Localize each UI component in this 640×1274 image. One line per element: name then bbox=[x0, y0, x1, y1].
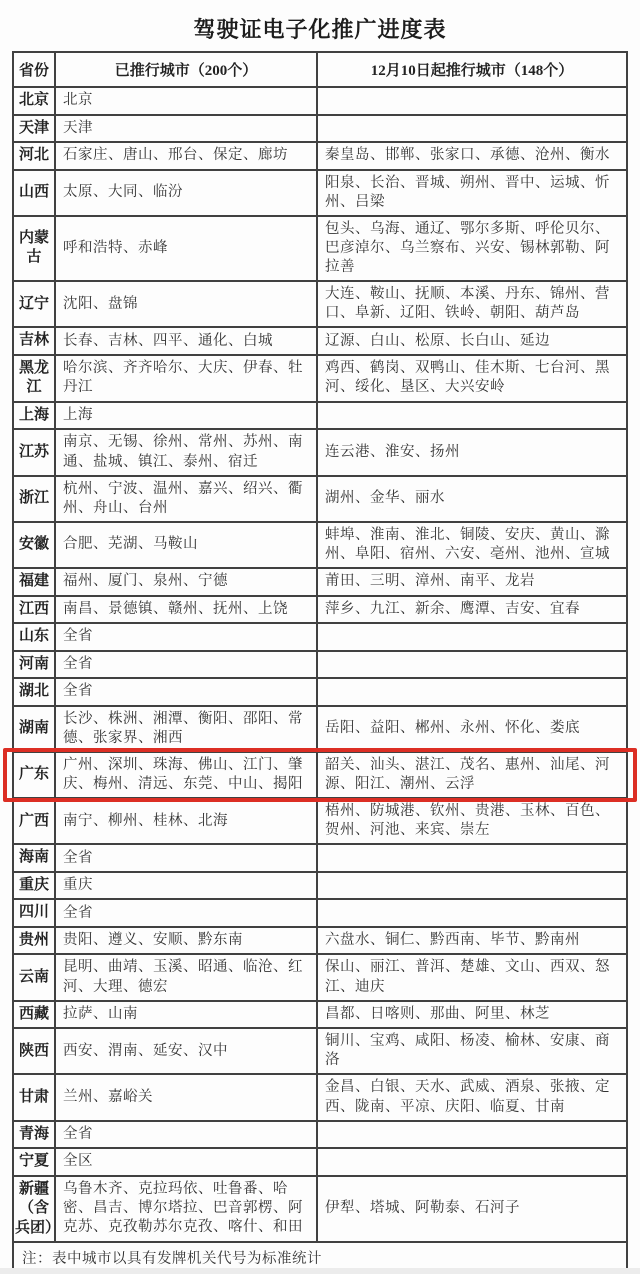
province-cell: 重庆 bbox=[13, 872, 55, 900]
province-cell: 四川 bbox=[13, 899, 55, 927]
implemented-cities-cell: 太原、大同、临汾 bbox=[55, 170, 317, 216]
implemented-cities-cell: 拉萨、山南 bbox=[55, 1001, 317, 1029]
implemented-cities-cell: 昆明、曲靖、玉溪、昭通、临沧、红河、大理、德宏 bbox=[55, 954, 317, 1000]
province-cell: 宁夏 bbox=[13, 1148, 55, 1176]
implemented-cities-cell: 西安、渭南、延安、汉中 bbox=[55, 1028, 317, 1074]
dec10-cities-cell: 鸡西、鹤岗、双鸭山、佳木斯、七台河、黑河、绥化、垦区、大兴安岭 bbox=[317, 355, 627, 402]
implemented-cities-cell: 全省 bbox=[55, 651, 317, 679]
progress-table bbox=[12, 51, 628, 1274]
implemented-cities-cell: 全区 bbox=[55, 1148, 317, 1176]
table-row bbox=[13, 1074, 627, 1120]
table-row bbox=[13, 402, 627, 430]
dec10-cities-cell bbox=[317, 678, 627, 706]
implemented-cities-cell: 长沙、株洲、湘潭、衡阳、邵阳、常德、张家界、湘西 bbox=[55, 706, 317, 752]
province-cell: 上海 bbox=[13, 402, 55, 430]
dec10-cities-cell: 六盘水、铜仁、黔西南、毕节、黔南州 bbox=[317, 927, 627, 955]
implemented-cities-cell: 南昌、景德镇、赣州、抚州、上饶 bbox=[55, 596, 317, 624]
page-edge bbox=[0, 1268, 640, 1274]
dec10-cities-cell: 湖州、金华、丽水 bbox=[317, 476, 627, 522]
implemented-cities-cell: 北京 bbox=[55, 87, 317, 115]
implemented-cities-cell: 南京、无锡、徐州、常州、苏州、南通、盐城、镇江、泰州、宿迁 bbox=[55, 429, 317, 475]
table-row bbox=[13, 429, 627, 475]
implemented-cities-cell: 杭州、宁波、温州、嘉兴、绍兴、衢州、舟山、台州 bbox=[55, 476, 317, 522]
implemented-cities-cell: 乌鲁木齐、克拉玛依、吐鲁番、哈密、昌吉、博尔塔拉、巴音郭楞、阿克苏、克孜勒苏尔克孜、喀什、和田 bbox=[55, 1176, 317, 1243]
province-cell: 江西 bbox=[13, 596, 55, 624]
dec10-cities-cell bbox=[317, 899, 627, 927]
province-cell: 湖南 bbox=[13, 706, 55, 752]
implemented-cities-cell: 合肥、芜湖、马鞍山 bbox=[55, 522, 317, 568]
province-cell: 内蒙古 bbox=[13, 216, 55, 281]
dec10-cities-cell bbox=[317, 872, 627, 900]
implemented-cities-cell: 全省 bbox=[55, 678, 317, 706]
implemented-cities-cell: 贵阳、遵义、安顺、黔东南 bbox=[55, 927, 317, 955]
dec10-cities-cell: 昌都、日喀则、那曲、阿里、林芝 bbox=[317, 1001, 627, 1029]
province-cell: 辽宁 bbox=[13, 281, 55, 327]
implemented-cities-cell: 上海 bbox=[55, 402, 317, 430]
header-cell-implemented: 已推行城市（200个） bbox=[55, 52, 317, 87]
table-row bbox=[13, 1176, 627, 1243]
table-row bbox=[13, 216, 627, 281]
dec10-cities-cell bbox=[317, 1121, 627, 1149]
province-cell: 陕西 bbox=[13, 1028, 55, 1074]
table-row bbox=[13, 954, 627, 1000]
table-row bbox=[13, 623, 627, 651]
province-cell: 青海 bbox=[13, 1121, 55, 1149]
implemented-cities-cell: 天津 bbox=[55, 115, 317, 143]
implemented-cities-cell: 沈阳、盘锦 bbox=[55, 281, 317, 327]
implemented-cities-cell: 南宁、柳州、桂林、北海 bbox=[55, 798, 317, 844]
province-cell: 新疆（含兵团） bbox=[13, 1176, 55, 1243]
dec10-cities-cell: 梧州、防城港、钦州、贵港、玉林、百色、贺州、河池、来宾、崇左 bbox=[317, 798, 627, 844]
province-cell: 安徽 bbox=[13, 522, 55, 568]
province-cell: 福建 bbox=[13, 568, 55, 596]
table-row bbox=[13, 798, 627, 844]
province-cell: 河南 bbox=[13, 651, 55, 679]
dec10-cities-cell: 萍乡、九江、新余、鹰潭、吉安、宜春 bbox=[317, 596, 627, 624]
dec10-cities-cell: 大连、鞍山、抚顺、本溪、丹东、锦州、营口、阜新、辽阳、铁岭、朝阳、葫芦岛 bbox=[317, 281, 627, 327]
province-cell: 山东 bbox=[13, 623, 55, 651]
note: 注：表中城市以具有发牌机关代号为标准统计 bbox=[13, 1242, 627, 1273]
dec10-cities-cell bbox=[317, 87, 627, 115]
table-row bbox=[13, 706, 627, 752]
table-row bbox=[13, 872, 627, 900]
table-row bbox=[13, 87, 627, 115]
dec10-cities-cell: 包头、乌海、通辽、鄂尔多斯、呼伦贝尔、巴彦淖尔、乌兰察布、兴安、锡林郭勒、阿拉善 bbox=[317, 216, 627, 281]
dec10-cities-cell: 莆田、三明、漳州、南平、龙岩 bbox=[317, 568, 627, 596]
table-row bbox=[13, 678, 627, 706]
dec10-cities-cell: 岳阳、益阳、郴州、永州、怀化、娄底 bbox=[317, 706, 627, 752]
province-cell: 广西 bbox=[13, 798, 55, 844]
header-cell-dec10: 12月10日起推行城市（148个） bbox=[317, 52, 627, 87]
table-row bbox=[13, 355, 627, 402]
table-row bbox=[13, 281, 627, 327]
table-row bbox=[13, 1001, 627, 1029]
province-cell: 贵州 bbox=[13, 927, 55, 955]
implemented-cities-cell: 全省 bbox=[55, 899, 317, 927]
province-cell: 山西 bbox=[13, 170, 55, 216]
implemented-cities-cell: 石家庄、唐山、邢台、保定、廊坊 bbox=[55, 142, 317, 170]
dec10-cities-cell: 伊犁、塔城、阿勒泰、石河子 bbox=[317, 1176, 627, 1243]
dec10-cities-cell bbox=[317, 623, 627, 651]
dec10-cities-cell bbox=[317, 115, 627, 143]
header-cell-province: 省份 bbox=[13, 52, 55, 87]
province-cell: 黑龙江 bbox=[13, 355, 55, 402]
dec10-cities-cell: 秦皇岛、邯郸、张家口、承德、沧州、衡水 bbox=[317, 142, 627, 170]
table-row bbox=[13, 142, 627, 170]
table-body bbox=[13, 87, 627, 1242]
table-row bbox=[13, 1121, 627, 1149]
province-cell: 湖北 bbox=[13, 678, 55, 706]
dec10-cities-cell bbox=[317, 651, 627, 679]
province-cell: 云南 bbox=[13, 954, 55, 1000]
header-row bbox=[13, 52, 627, 87]
dec10-cities-cell: 连云港、淮安、扬州 bbox=[317, 429, 627, 475]
province-cell: 吉林 bbox=[13, 327, 55, 355]
implemented-cities-cell: 重庆 bbox=[55, 872, 317, 900]
table-row bbox=[13, 1028, 627, 1074]
implemented-cities-cell: 呼和浩特、赤峰 bbox=[55, 216, 317, 281]
table-row bbox=[13, 1148, 627, 1176]
province-cell: 北京 bbox=[13, 87, 55, 115]
table-row bbox=[13, 651, 627, 679]
implemented-cities-cell: 全省 bbox=[55, 844, 317, 872]
implemented-cities-cell: 广州、深圳、珠海、佛山、江门、肇庆、梅州、清远、东莞、中山、揭阳 bbox=[55, 752, 317, 798]
implemented-cities-cell: 兰州、嘉峪关 bbox=[55, 1074, 317, 1120]
province-cell: 甘肃 bbox=[13, 1074, 55, 1120]
table-row bbox=[13, 327, 627, 355]
province-cell: 广东 bbox=[13, 752, 55, 798]
dec10-cities-cell bbox=[317, 844, 627, 872]
province-cell: 江苏 bbox=[13, 429, 55, 475]
table-row bbox=[13, 568, 627, 596]
table-row bbox=[13, 115, 627, 143]
table-row bbox=[13, 752, 627, 798]
dec10-cities-cell: 铜川、宝鸡、咸阳、杨凌、榆林、安康、商洛 bbox=[317, 1028, 627, 1074]
table-row bbox=[13, 899, 627, 927]
table-row bbox=[13, 522, 627, 568]
dec10-cities-cell: 保山、丽江、普洱、楚雄、文山、西双、怒江、迪庆 bbox=[317, 954, 627, 1000]
implemented-cities-cell: 长春、吉林、四平、通化、白城 bbox=[55, 327, 317, 355]
dec10-cities-cell: 韶关、汕头、湛江、茂名、惠州、汕尾、河源、阳江、潮州、云浮 bbox=[317, 752, 627, 798]
implemented-cities-cell: 哈尔滨、齐齐哈尔、大庆、伊春、牡丹江 bbox=[55, 355, 317, 402]
province-cell: 天津 bbox=[13, 115, 55, 143]
province-cell: 河北 bbox=[13, 142, 55, 170]
table-row bbox=[13, 844, 627, 872]
implemented-cities-cell: 全省 bbox=[55, 623, 317, 651]
page-title: 驾驶证电子化推广进度表 bbox=[193, 17, 447, 42]
province-cell: 海南 bbox=[13, 844, 55, 872]
dec10-cities-cell: 蚌埠、淮南、淮北、铜陵、安庆、黄山、滁州、阜阳、宿州、六安、亳州、池州、宣城 bbox=[317, 522, 627, 568]
dec10-cities-cell: 金昌、白银、天水、武威、酒泉、张掖、定西、陇南、平凉、庆阳、临夏、甘南 bbox=[317, 1074, 627, 1120]
dec10-cities-cell: 辽源、白山、松原、长白山、延边 bbox=[317, 327, 627, 355]
implemented-cities-cell: 全省 bbox=[55, 1121, 317, 1149]
dec10-cities-cell bbox=[317, 402, 627, 430]
table-row bbox=[13, 596, 627, 624]
province-cell: 浙江 bbox=[13, 476, 55, 522]
implemented-cities-cell: 福州、厦门、泉州、宁德 bbox=[55, 568, 317, 596]
province-cell: 西藏 bbox=[13, 1001, 55, 1029]
table-row bbox=[13, 170, 627, 216]
table-row bbox=[13, 476, 627, 522]
dec10-cities-cell bbox=[317, 1148, 627, 1176]
dec10-cities-cell: 阳泉、长治、晋城、朔州、晋中、运城、忻州、吕梁 bbox=[317, 170, 627, 216]
table-row bbox=[13, 927, 627, 955]
table-header bbox=[13, 52, 627, 87]
